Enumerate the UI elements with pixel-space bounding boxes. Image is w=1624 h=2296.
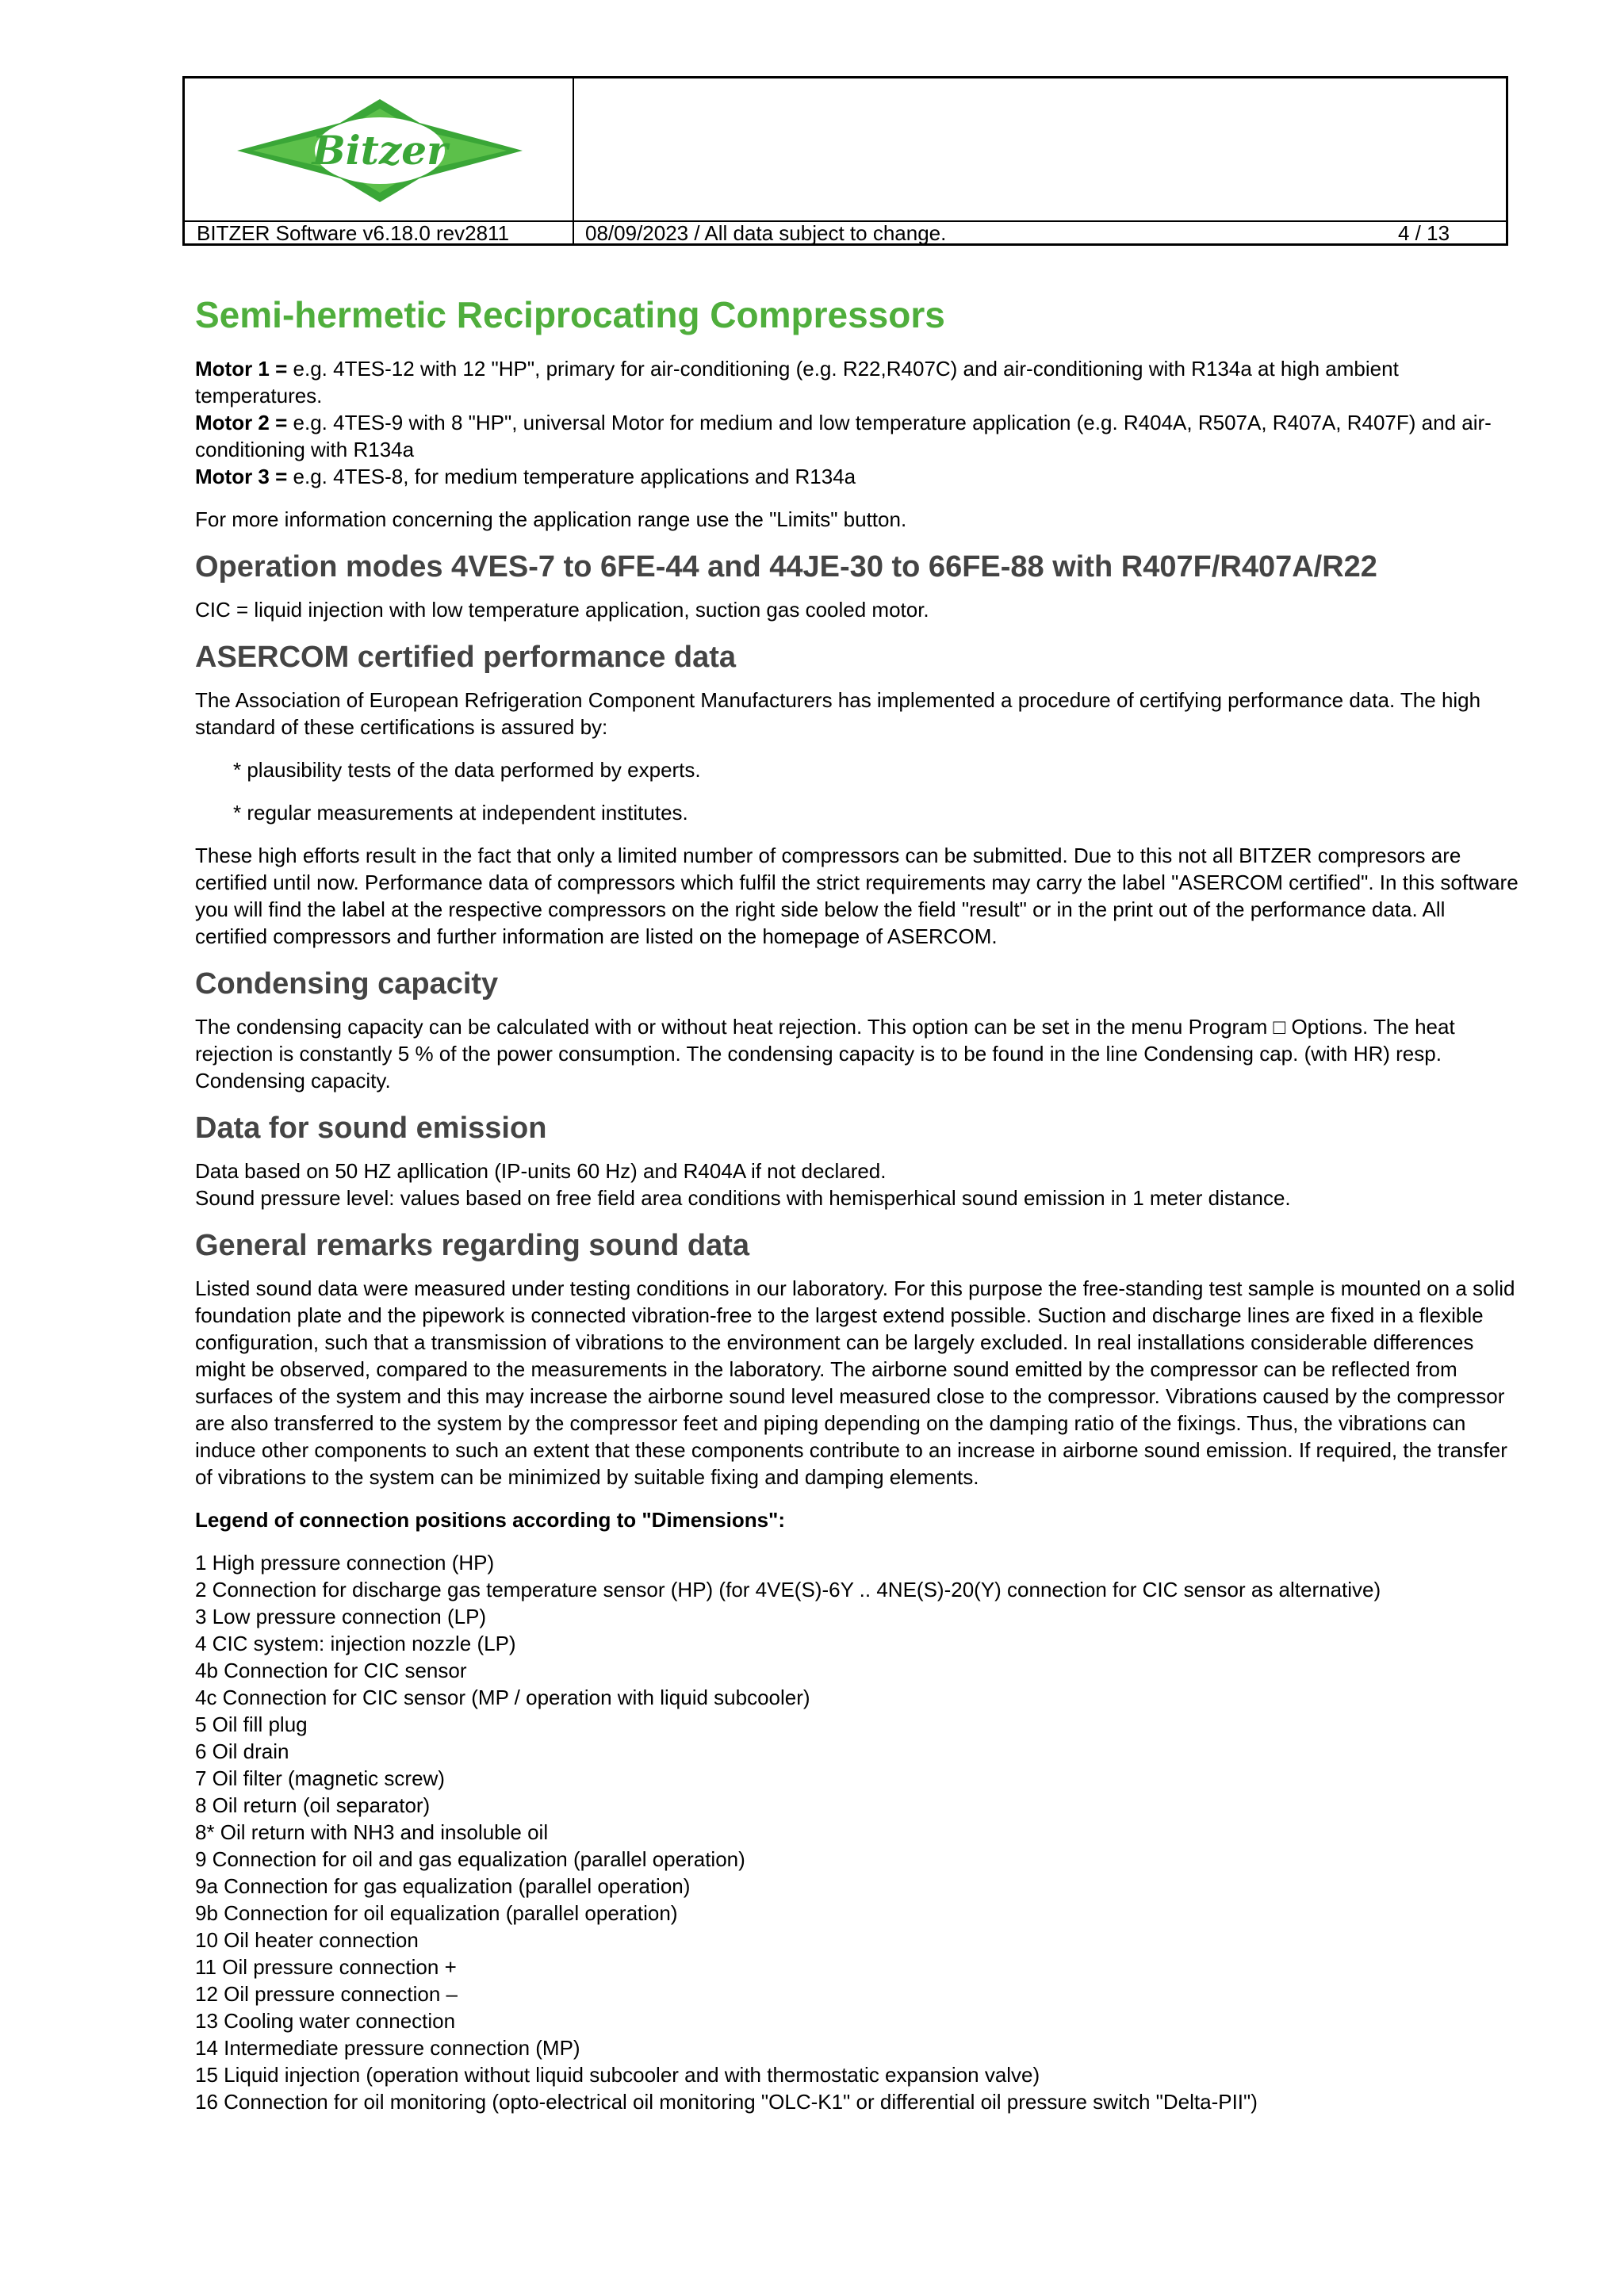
date-note: 08/09/2023 / All data subject to change. <box>585 221 947 245</box>
asercom-bullet: * plausibility tests of the data performed by experts. <box>233 758 701 782</box>
legend-item: 8* Oil return with NH3 and insoluble oil <box>195 1820 549 1844</box>
header-divider <box>573 78 574 243</box>
legend-item: 4 CIC system: injection nozzle (LP) <box>195 1632 516 1655</box>
legend-item: 9a Connection for gas equalization (parallel operation) <box>195 1874 691 1898</box>
bitzer-logo <box>237 99 523 202</box>
legend-item: 14 Intermediate pressure connection (MP) <box>195 2036 580 2060</box>
legend-item: 4b Connection for CIC sensor <box>195 1659 467 1682</box>
legend-item: 4c Connection for CIC sensor (MP / operation with liquid subcooler) <box>195 1686 810 1709</box>
condensing-text: The condensing capacity can be calculated with or without heat rejection. This option can be set in the menu Program □ Options. The heat rejection is constantly 5 % of the power consumption. The condensing capacity is to be found in the line Condensing cap. (with HR) resp. Condensing capacity. <box>195 1015 1455 1093</box>
motor-item <box>195 355 1519 409</box>
page-number: 4 / 13 <box>1398 221 1450 245</box>
asercom-bullet: * regular measurements at independent institutes. <box>233 801 688 825</box>
motor-label: Motor 3 = <box>195 465 288 488</box>
software-version: BITZER Software v6.18.0 rev2811 <box>197 221 510 245</box>
legend-item: 10 Oil heater connection <box>195 1928 419 1952</box>
motor-text: e.g. 4TES-9 with 8 "HP", universal Motor for medium and low temperature application (e.g. R404A, R507A, R407A, R407F) and air-conditioning with R134a <box>195 411 1492 461</box>
legend-item: 3 Low pressure connection (LP) <box>195 1605 487 1628</box>
legend-item: 1 High pressure connection (HP) <box>195 1551 495 1575</box>
legend-item: 13 Cooling water connection <box>195 2009 456 2033</box>
legend-title: Legend of connection positions according to "Dimensions": <box>195 1508 786 1532</box>
legend-item: 6 Oil drain <box>195 1739 289 1763</box>
heading-operation-modes: Operation modes 4VES-7 to 6FE-44 and 44JE-30 to 66FE-88 with R407F/R407A/R22 <box>195 550 1377 584</box>
motor-label: Motor 1 = <box>195 357 288 381</box>
heading-asercom: ASERCOM certified performance data <box>195 641 737 674</box>
logo-wordmark: Bitzer <box>312 127 448 174</box>
legend-item: 7 Oil filter (magnetic screw) <box>195 1766 445 1790</box>
asercom-text: These high efforts result in the fact that only a limited number of compressors can be submitted. Due to this not all BITZER compresors are certified until now. Performance data of compressors which fulfil the strict requirements may carry the label "ASERCOM certified". In this software you will find the label at the respective compressors on the right side below the field "result" or in the print out of the performance data. All certified compressors and further information are listed on the homepage of ASERCOM. <box>195 844 1519 948</box>
sound-remarks-text: Listed sound data were measured under testing conditions in our laboratory. For this purpose the free-standing test sample is mounted on a solid foundation plate and the pipework is connected vibration-free to the largest extend possible. Suction and discharge lines are fixed in a flexible configuration, such that a transmission of vibrations to the environment can be largely excluded. In real installations considerable differences might be observed, compared to the measurements in the laboratory. The airborne sound emitted by the compressor can be reflected from surfaces of the system and this may increase the airborne sound level measured close to the compressor. Vibrations caused by the compressor are also transferred to the system by the compressor feet and piping depending on the damping ratio of the fixings. Thus, the vibrations can induce other components to such an extent that these components contribute to an increase in airborne sound emission. If required, the transfer of vibrations to the system can be minimized by suitable fixing and damping elements. <box>195 1276 1515 1489</box>
legend-item: 8 Oil return (oil separator) <box>195 1793 431 1817</box>
motor-item <box>195 463 1519 490</box>
asercom-intro: The Association of European Refrigeration Component Manufacturers has implemented a procedure of certifying performance data. The high standard of these certifications is assured by: <box>195 688 1481 739</box>
document-body <box>195 293 1519 2115</box>
heading-sound-remarks: General remarks regarding sound data <box>195 1229 750 1262</box>
legend-list <box>195 1549 1519 2115</box>
page-title: Semi-hermetic Reciprocating Compressors <box>195 294 945 335</box>
motor-list <box>195 355 1519 490</box>
motor-label: Motor 2 = <box>195 411 288 434</box>
motor-text: e.g. 4TES-12 with 12 "HP", primary for air-conditioning (e.g. R22,R407C) and air-conditioning with R134a at high ambient temperatures. <box>195 357 1399 408</box>
legend-item: 9 Connection for oil and gas equalization (parallel operation) <box>195 1847 745 1871</box>
sound-line: Data based on 50 HZ apllication (IP-units 60 Hz) and R404A if not declared. <box>195 1159 887 1183</box>
sound-line: Sound pressure level: values based on free field area conditions with hemisperhical sound emission in 1 meter distance. <box>195 1186 1291 1210</box>
legend-item: 12 Oil pressure connection – <box>195 1982 458 2006</box>
legend-item: 9b Connection for oil equalization (parallel operation) <box>195 1901 678 1925</box>
page-header <box>182 76 1508 246</box>
legend-item: 15 Liquid injection (operation without liquid subcooler and with thermostatic expansion valve) <box>195 2063 1040 2087</box>
motor-text: e.g. 4TES-8, for medium temperature applications and R134a <box>287 465 856 488</box>
legend-item: 5 Oil fill plug <box>195 1712 308 1736</box>
legend-item: 16 Connection for oil monitoring (opto-electrical oil monitoring "OLC-K1" or differential oil pressure switch "Delta-PII") <box>195 2090 1258 2114</box>
heading-sound-emission: Data for sound emission <box>195 1112 547 1145</box>
operation-modes-text: CIC = liquid injection with low temperature application, suction gas cooled motor. <box>195 598 929 622</box>
more-info-text: For more information concerning the application range use the "Limits" button. <box>195 507 907 531</box>
heading-condensing: Condensing capacity <box>195 967 499 1001</box>
motor-item <box>195 409 1519 463</box>
legend-item: 2 Connection for discharge gas temperature sensor (HP) (for 4VE(S)-6Y .. 4NE(S)-20(Y) connection for CIC sensor as alternative) <box>195 1578 1381 1601</box>
legend-item: 11 Oil pressure connection + <box>195 1955 457 1979</box>
